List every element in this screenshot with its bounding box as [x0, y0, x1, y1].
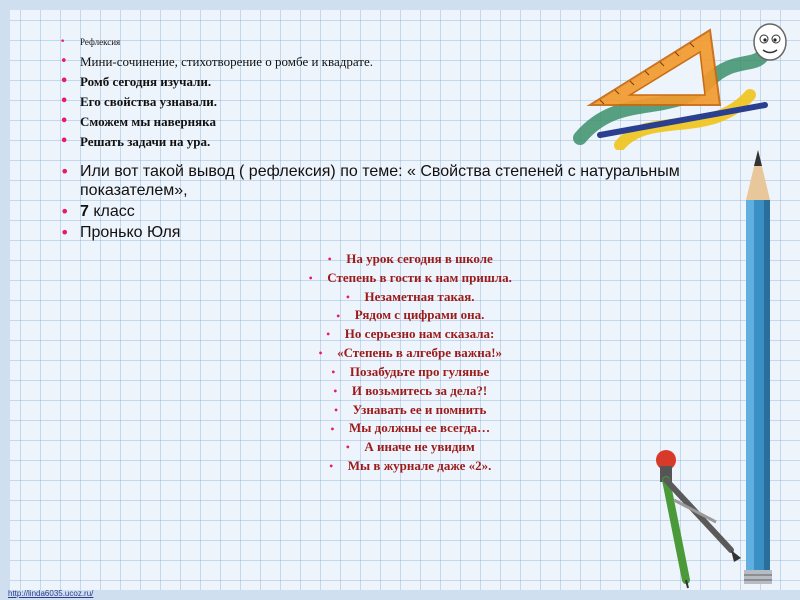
grade-word: класс — [88, 203, 135, 220]
triangle-ruler-icon — [560, 10, 770, 150]
poem-line: • Но серьезно нам сказала: — [230, 325, 590, 344]
poem-line: • Позабудьте про гулянье — [230, 363, 590, 382]
reflection-line: • Решать задачи на ура. — [80, 132, 500, 152]
conclusion-author: • Пронько Юля — [80, 223, 780, 242]
poem-line: • Узнавать ее и помнить — [230, 401, 590, 420]
reflection-heading: • Рефлексия — [80, 36, 500, 48]
poem-line: • Мы должны ее всегда… — [230, 419, 590, 438]
poem-line: • Незаметная такая. — [230, 288, 590, 307]
reflection-line: • Его свойства узнавали. — [80, 92, 500, 112]
poem-line: • Степень в гости к нам пришла. — [230, 269, 590, 288]
poem-line: • Рядом с цифрами она. — [230, 306, 590, 325]
poem-list — [230, 250, 590, 476]
conclusion-intro: • Или вот такой вывод ( рефлексия) по теме: « Свойства степеней с натуральным показателем», — [80, 162, 780, 200]
face-icon — [752, 22, 788, 62]
grade-number: 7 — [80, 203, 89, 220]
reflection-line: • Сможем мы наверняка — [80, 112, 500, 132]
compass-icon — [636, 440, 746, 590]
poem-line: • Мы в журнале даже «2». — [230, 457, 590, 476]
poem-line: • А иначе не увидим — [230, 438, 590, 457]
conclusion-list — [80, 162, 780, 244]
footer-link[interactable]: http://linda6035.ucoz.ru/ — [8, 589, 94, 598]
poem-line: • На урок сегодня в школе — [230, 250, 590, 269]
reflection-line: • Ромб сегодня изучали. — [80, 72, 500, 92]
reflection-list — [80, 36, 500, 152]
reflection-line: • Мини-сочинение, стихотворение о ромбе и квадрате. — [80, 52, 500, 72]
poem-line: • «Степень в алгебре важна!» — [230, 344, 590, 363]
poem-line: • И возьмитесь за дела?! — [230, 382, 590, 401]
conclusion-grade — [80, 202, 780, 221]
